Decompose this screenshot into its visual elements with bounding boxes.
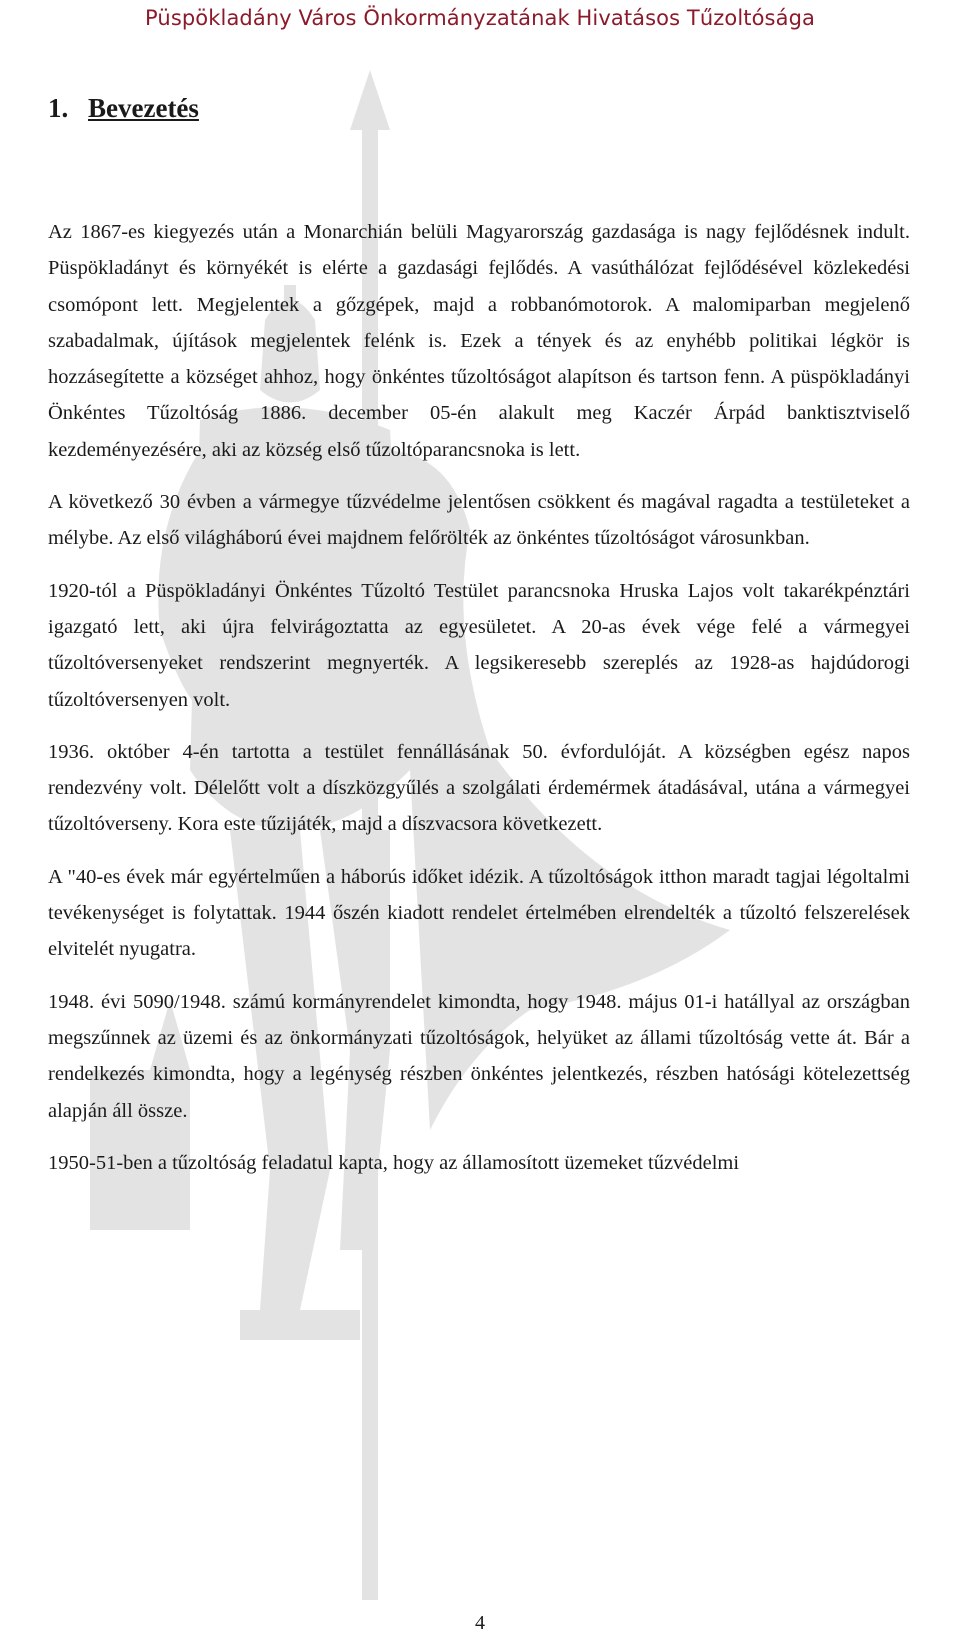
paragraph-3: 1920-tól a Püspökladányi Önkéntes Tűzoltó Testület parancsnoka Hruska Lajos volt takarékpénztári igazgató lett, aki újra felvirágoztatta az egyesületet. A 20-as évek vége felé a vármegyei tűzoltóversenyeket rendszerint megnyerték. A legsikeresebb szereplés az 1928-as hajdúdorogi tűzoltóversenyen volt. bbox=[48, 579, 910, 711]
paragraph-1: Az 1867-es kiegyezés után a Monarchián belüli Magyarország gazdasága is nagy fejlődésnek indult. Püspökladányt és környékét is elérte a gazdasági fejlődés. A vasúthálózat fejlődésével közlekedési csomópont lett. Megjelentek a gőzgépek, majd a robbanómotorok. A malomiparban megjelenő szabadalmak, újítások megjelentek felénk is. Ezek a tények és az enyhébb politikai légkör is hozzásegítette a községet ahhoz, hogy önkéntes tűzoltóságot alapítson és tartson fenn. A püspökladányi Önkéntes Tűzoltóság 1886. december 05-én alakult meg Kaczér Árpád banktisztviselő kezdeményezésére, aki az község első tűzoltóparancsnoka is lett. bbox=[48, 221, 910, 461]
section-heading bbox=[48, 86, 910, 130]
section-title: Bevezetés bbox=[88, 92, 199, 123]
page-header: Püspökladány Város Önkormányzatának Hivatásos Tűzoltósága bbox=[145, 6, 815, 30]
section-number: 1. bbox=[48, 92, 69, 123]
document-body bbox=[48, 86, 910, 1181]
paragraph-4: 1936. október 4-én tartotta a testület fennállásának 50. évfordulóját. A községben egész napos rendezvény volt. Délelőtt volt a díszközgyűlés a szolgálati érdemérmek átadásával, utána a vármegyei tűzoltóverseny. Kora este tűzijáték, majd a díszvacsora következett. bbox=[48, 740, 910, 836]
paragraph-7: 1950-51-ben a tűzoltóság feladatul kapta, hogy az államosított üzemeket tűzvédelmi bbox=[48, 1151, 740, 1174]
paragraph-6: 1948. évi 5090/1948. számú kormányrendelet kimondta, hogy 1948. május 01-i hatállyal az országban megszűnnek az üzemi és az önkormányzati tűzoltóságok, helyüket az állami tűzoltóság vette át. Bár a rendelkezés kimondta, hogy a legénység részben önkéntes jelentkezés, részben hatósági kötelezettség alapján áll össze. bbox=[48, 990, 910, 1122]
page-number: 4 bbox=[475, 1612, 485, 1634]
paragraph-5: A "40-es évek már egyértelműen a háborús időket idézik. A tűzoltóságok itthon maradt tagjai légoltalmi tevékenységet is folytattak. 1944 őszén kiadott rendelet értelmében elrendelték a tűzoltó felszerelések elvitelét nyugatra. bbox=[48, 865, 910, 961]
paragraph-2: A következő 30 évben a vármegye tűzvédelme jelentősen csökkent és magával ragadta a testületeket a mélybe. Az első világháború évei majdnem felőrölték az önkéntes tűzoltóságot városunkban. bbox=[48, 491, 910, 550]
